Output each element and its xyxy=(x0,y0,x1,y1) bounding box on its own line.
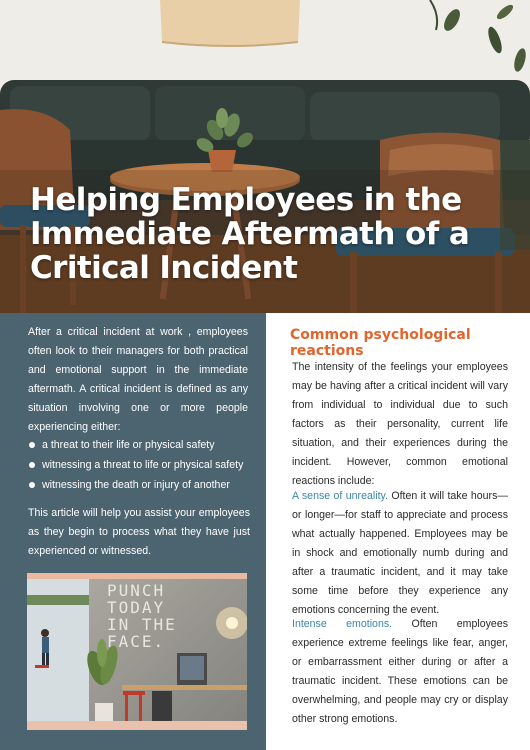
unreality-lead: A sense of unreality. xyxy=(292,490,388,502)
list-item: a threat to their life or physical safety xyxy=(28,436,258,455)
wall-sign-text: PUNCH TODAY IN THE FACE. xyxy=(107,581,177,651)
main-content xyxy=(266,313,530,750)
unreality-paragraph xyxy=(292,487,508,620)
list-item: witnessing a threat to life or physical safety xyxy=(28,456,258,475)
hero-image xyxy=(0,0,530,313)
intense-emotions-text: Often employees experience extreme feelings like fear, anger, or embarrassment either during or after a traumatic incident. These emotions can be overwhelming, and people may cry or display other strong emotions. xyxy=(292,618,509,725)
intro-paragraph: After a critical incident at work , employees often look to their managers for both practical and emotional support in the immediate aftermath. A critical incident is defined as any situation involving one or more people experiencing either: xyxy=(28,326,248,433)
workspace-photo xyxy=(27,573,247,730)
intensity-paragraph: The intensity of the feelings your employees may be having after a critical incident will vary from individual to individual due to such factors as their personality, current life situation, and their experiences during the incident. However, common emotional reactions include: xyxy=(292,361,508,487)
unreality-text: Often it will take hours—or longer—for staff to appreciate and process what actually happened. Employees may be in shock and emotionally numb during and after a traumatic incident, and it may take some time before they experience any emotions concerning the event. xyxy=(292,490,508,616)
incident-criteria-list xyxy=(28,436,258,496)
section-heading: Common psychological reactions xyxy=(290,327,471,359)
intense-emotions-paragraph xyxy=(292,615,508,729)
list-item: witnessing the death or injury of another xyxy=(28,476,258,495)
intense-emotions-lead: Intense emotions. xyxy=(292,618,393,630)
page-title: Helping Employees in the Immediate Aftermath of a Critical Incident xyxy=(30,182,470,286)
article-purpose-paragraph: This article will help you assist your employees as they begin to process what they have just experienced or witnessed. xyxy=(28,507,250,557)
